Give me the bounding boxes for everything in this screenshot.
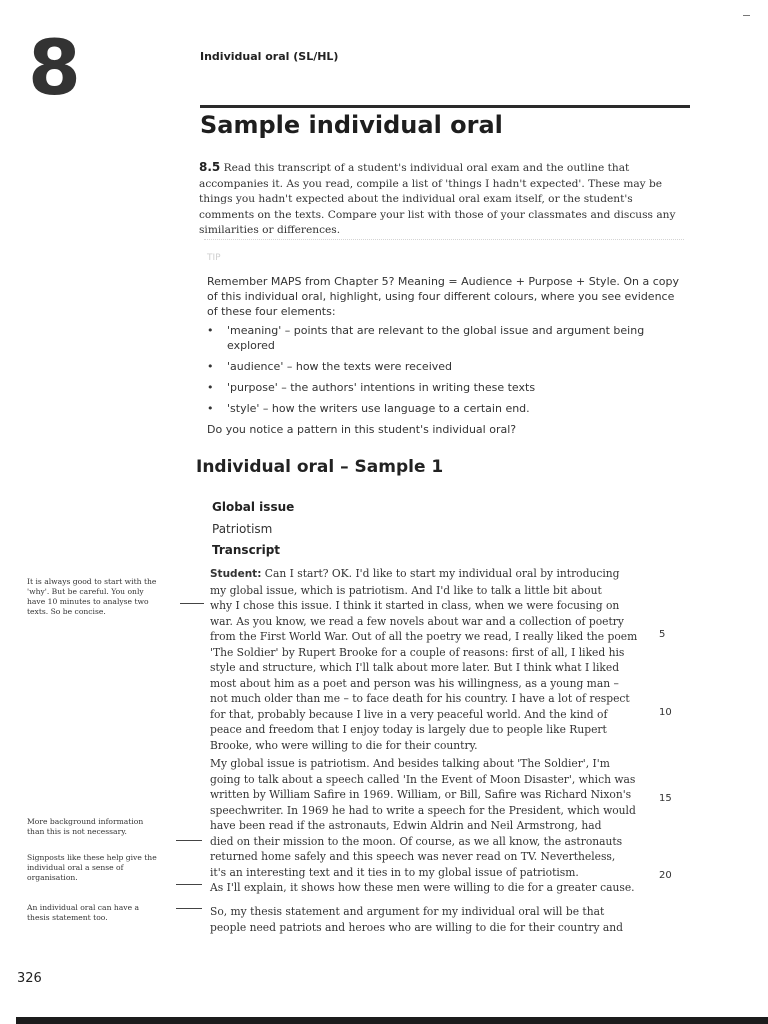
- transcript-line: returned home safely and this speech was never read on TV. Nevertheless,: [210, 850, 616, 863]
- page-title: Sample individual oral: [200, 111, 503, 139]
- transcript-line: my global issue, which is patriotism. And I'd like to talk a little bit about: [210, 583, 602, 597]
- transcript-paragraph-1: [210, 566, 650, 753]
- transcript-line: Student: Can I start? OK. I'd like to start my individual oral by introducing: [210, 567, 620, 580]
- margin-note: An individual oral can have a thesis statement too.: [27, 903, 140, 922]
- transcript-line: for that, probably because I live in a very peaceful world. And the kind of: [210, 707, 608, 721]
- activity-number: 8.5: [199, 160, 221, 174]
- transcript-line: why I chose this issue. I think it started in class, when we were focusing on: [210, 599, 620, 612]
- transcript-line: people need patriots and heroes who are willing to die for their country and: [210, 920, 624, 934]
- tip-divider: [204, 239, 684, 240]
- transcript-label: Transcript: [212, 543, 281, 557]
- margin-note: More background information than this is not necessary.: [27, 817, 144, 836]
- margin-note: Signposts like these help give the individual oral a sense of organisation.: [27, 853, 157, 882]
- transcript-line: Brooke, who were willing to die for their country.: [210, 738, 478, 752]
- margin-note-connector: [176, 840, 202, 841]
- transcript-line: going to talk about a speech called 'In the Event of Moon Disaster', which was: [210, 772, 636, 786]
- tip-bullet-item: • 'purpose' – the authors' intentions in writing these texts: [207, 381, 536, 394]
- transcript-line: died on their mission to the moon. Of course, as we all know, the astronauts: [210, 834, 623, 848]
- bullet-icon: •: [207, 324, 214, 337]
- bullet-icon: •: [207, 381, 214, 394]
- line-number: 15: [659, 793, 672, 804]
- margin-note: It is always good to start with the 'why'. But be careful. You only have 10 minutes to analyse two texts. So be concise.: [27, 577, 157, 616]
- tip-box: [207, 274, 685, 437]
- transcript-line: As I'll explain, it shows how these men were willing to die for a greater cause.: [210, 881, 635, 894]
- line-number: 10: [659, 707, 672, 718]
- page-number: 326: [17, 971, 42, 986]
- transcript-line: So, my thesis statement and argument for my individual oral will be that: [210, 905, 605, 918]
- sample-heading: Individual oral – Sample 1: [196, 457, 444, 477]
- margin-note-connector: [176, 908, 202, 909]
- bullet-icon: •: [207, 360, 214, 373]
- line-number: 5: [659, 629, 666, 640]
- section-header: Individual oral (SL/HL): [200, 50, 339, 63]
- tip-question: Do you notice a pattern in this student's individual oral?: [207, 423, 517, 436]
- margin-note-connector: [176, 884, 202, 885]
- transcript-line: style and structure, which I'll talk about more later. But I think what I liked: [210, 661, 620, 674]
- title-rule: [200, 105, 690, 108]
- transcript-line: war. As you know, we read a few novels about war and a collection of poetry: [210, 614, 624, 628]
- activity-text: Read this transcript of a student's individual oral exam and the outline that accompanies it. As you read, compile a list of 'things I hadn't expected'. These may be things you hadn't expected about the individual oral exam itself, or the student's comments on the texts. Compare your list with those of your classmates and discuss any similarities or differences.: [199, 162, 676, 236]
- scan-corner-mark: [743, 15, 750, 16]
- transcript-line: 'The Soldier' by Rupert Brooke for a couple of reasons: first of all, I liked his: [210, 645, 625, 659]
- transcript-line: it's an interesting text and it ties in to my global issue of patriotism.: [210, 865, 579, 879]
- bottom-bar: [16, 1017, 768, 1024]
- speaker-label: Student:: [210, 568, 262, 580]
- tip-bullet-item: • 'style' – how the writers use language to a certain end.: [207, 402, 530, 415]
- tip-bullet-item: • 'meaning' – points that are relevant to the global issue and argument being explored: [207, 324, 645, 352]
- global-issue-value: Patriotism: [212, 522, 273, 536]
- transcript-line: most about him as a poet and person was his willingness, as a young man –: [210, 676, 619, 690]
- transcript-line: not much older than me – to face death for his country. I have a lot of respect: [210, 692, 630, 705]
- transcript-line: speechwriter. In 1969 he had to write a speech for the President, which would: [210, 803, 636, 817]
- activity-8-5: [199, 160, 689, 239]
- chapter-number: 8: [28, 23, 81, 112]
- global-issue-label: Global issue: [212, 500, 295, 514]
- line-number: 20: [659, 870, 672, 881]
- tip-label: TIP: [207, 253, 221, 263]
- tip-intro: Remember MAPS from Chapter 5? Meaning = Audience + Purpose + Style. On a copy of this individual oral, highlight, using four different colours, where you see evidence of these four elements:: [207, 275, 680, 318]
- tip-bullet-item: • 'audience' – how the texts were received: [207, 360, 453, 373]
- tip-bullet-list: [207, 323, 685, 416]
- transcript-line: have been read if the astronauts, Edwin Aldrin and Neil Armstrong, had: [210, 819, 602, 832]
- transcript-line: from the First World War. Out of all the poetry we read, I really liked the poem: [210, 630, 638, 643]
- transcript-paragraph-3: [210, 904, 650, 935]
- transcript-line: My global issue is patriotism. And besides talking about 'The Soldier', I'm: [210, 757, 610, 770]
- bullet-icon: •: [207, 402, 214, 415]
- transcript-paragraph-2: [210, 756, 650, 896]
- transcript-line: written by William Safire in 1969. William, or Bill, Safire was Richard Nixon's: [210, 788, 632, 801]
- margin-note-connector: [180, 603, 204, 604]
- transcript-line: peace and freedom that I enjoy today is largely due to people like Rupert: [210, 723, 607, 736]
